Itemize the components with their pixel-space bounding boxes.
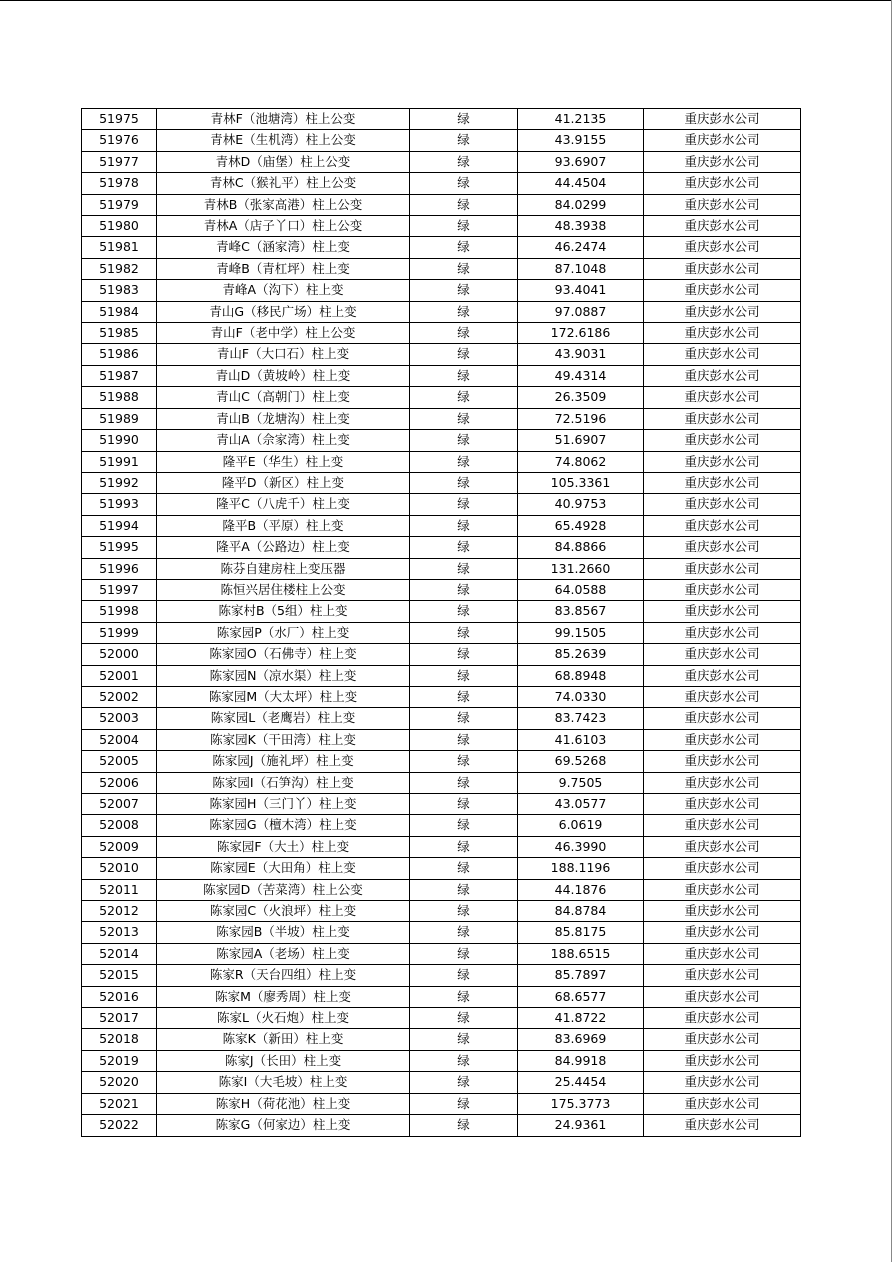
table-row xyxy=(82,344,801,365)
cell-value: 6.0619 xyxy=(518,815,644,836)
table-row xyxy=(82,194,801,215)
cell-value: 93.4041 xyxy=(518,280,644,301)
table-row xyxy=(82,901,801,922)
table-row xyxy=(82,1115,801,1136)
table-row xyxy=(82,1050,801,1071)
cell-name: 陈家园N（凉水渠）柱上变 xyxy=(157,665,410,686)
cell-id: 51983 xyxy=(82,280,157,301)
cell-color-code: 绿 xyxy=(410,216,518,237)
cell-name: 陈家园K（干田湾）柱上变 xyxy=(157,729,410,750)
table-row xyxy=(82,1093,801,1114)
table-row xyxy=(82,430,801,451)
cell-company: 重庆彭水公司 xyxy=(644,216,801,237)
cell-company: 重庆彭水公司 xyxy=(644,194,801,215)
cell-name: 陈家园F（大土）柱上变 xyxy=(157,836,410,857)
cell-id: 52011 xyxy=(82,879,157,900)
cell-color-code: 绿 xyxy=(410,644,518,665)
cell-value: 84.9918 xyxy=(518,1050,644,1071)
cell-company: 重庆彭水公司 xyxy=(644,430,801,451)
cell-company: 重庆彭水公司 xyxy=(644,151,801,172)
cell-id: 51976 xyxy=(82,130,157,151)
cell-company: 重庆彭水公司 xyxy=(644,323,801,344)
cell-id: 52008 xyxy=(82,815,157,836)
cell-value: 68.8948 xyxy=(518,665,644,686)
cell-value: 46.2474 xyxy=(518,237,644,258)
cell-value: 131.2660 xyxy=(518,558,644,579)
cell-color-code: 绿 xyxy=(410,836,518,857)
cell-name: 青山F（老中学）柱上公变 xyxy=(157,323,410,344)
table-row xyxy=(82,1072,801,1093)
cell-name: 陈家园I（石笋沟）柱上变 xyxy=(157,772,410,793)
cell-color-code: 绿 xyxy=(410,1093,518,1114)
cell-id: 51995 xyxy=(82,537,157,558)
cell-value: 87.1048 xyxy=(518,258,644,279)
cell-company: 重庆彭水公司 xyxy=(644,943,801,964)
table-row xyxy=(82,258,801,279)
cell-id: 52017 xyxy=(82,1008,157,1029)
cell-color-code: 绿 xyxy=(410,1050,518,1071)
cell-name: 青峰B（青杠坪）柱上变 xyxy=(157,258,410,279)
cell-name: 陈家I（大毛坡）柱上变 xyxy=(157,1072,410,1093)
cell-company: 重庆彭水公司 xyxy=(644,579,801,600)
cell-value: 40.9753 xyxy=(518,494,644,515)
table-row xyxy=(82,665,801,686)
table-row xyxy=(82,365,801,386)
cell-name: 陈恒兴居住楼柱上公变 xyxy=(157,579,410,600)
table-row xyxy=(82,922,801,943)
cell-id: 52001 xyxy=(82,665,157,686)
cell-id: 51990 xyxy=(82,430,157,451)
cell-id: 52022 xyxy=(82,1115,157,1136)
table-row xyxy=(82,558,801,579)
cell-company: 重庆彭水公司 xyxy=(644,344,801,365)
cell-value: 84.0299 xyxy=(518,194,644,215)
table-row xyxy=(82,751,801,772)
cell-value: 46.3990 xyxy=(518,836,644,857)
cell-color-code: 绿 xyxy=(410,109,518,130)
cell-color-code: 绿 xyxy=(410,858,518,879)
cell-color-code: 绿 xyxy=(410,579,518,600)
cell-id: 51992 xyxy=(82,472,157,493)
cell-company: 重庆彭水公司 xyxy=(644,622,801,643)
table-row xyxy=(82,794,801,815)
cell-value: 43.0577 xyxy=(518,794,644,815)
table-row xyxy=(82,515,801,536)
table-row xyxy=(82,729,801,750)
cell-name: 陈家R（天台四组）柱上变 xyxy=(157,965,410,986)
cell-id: 52000 xyxy=(82,644,157,665)
cell-value: 188.6515 xyxy=(518,943,644,964)
cell-id: 52003 xyxy=(82,708,157,729)
cell-value: 65.4928 xyxy=(518,515,644,536)
cell-company: 重庆彭水公司 xyxy=(644,301,801,322)
cell-company: 重庆彭水公司 xyxy=(644,1008,801,1029)
cell-value: 9.7505 xyxy=(518,772,644,793)
cell-id: 52015 xyxy=(82,965,157,986)
cell-name: 陈家园C（火浪坪）柱上变 xyxy=(157,901,410,922)
cell-id: 51999 xyxy=(82,622,157,643)
cell-company: 重庆彭水公司 xyxy=(644,815,801,836)
cell-value: 83.7423 xyxy=(518,708,644,729)
page-top-rule xyxy=(0,0,892,1)
table-row xyxy=(82,986,801,1007)
cell-name: 陈家园O（石佛寺）柱上变 xyxy=(157,644,410,665)
table-row xyxy=(82,708,801,729)
table-row xyxy=(82,280,801,301)
table-row xyxy=(82,472,801,493)
table-row xyxy=(82,943,801,964)
cell-color-code: 绿 xyxy=(410,408,518,429)
cell-name: 陈家G（何家边）柱上变 xyxy=(157,1115,410,1136)
cell-value: 69.5268 xyxy=(518,751,644,772)
cell-color-code: 绿 xyxy=(410,151,518,172)
cell-company: 重庆彭水公司 xyxy=(644,109,801,130)
cell-id: 51975 xyxy=(82,109,157,130)
cell-value: 85.8175 xyxy=(518,922,644,943)
cell-name: 青林E（生机湾）柱上公变 xyxy=(157,130,410,151)
cell-color-code: 绿 xyxy=(410,772,518,793)
cell-id: 52005 xyxy=(82,751,157,772)
cell-id: 51996 xyxy=(82,558,157,579)
cell-name: 青峰C（涵家湾）柱上变 xyxy=(157,237,410,258)
cell-color-code: 绿 xyxy=(410,922,518,943)
table-body xyxy=(82,109,801,1137)
table-row xyxy=(82,216,801,237)
cell-color-code: 绿 xyxy=(410,280,518,301)
cell-value: 48.3938 xyxy=(518,216,644,237)
cell-name: 陈家园P（水厂）柱上变 xyxy=(157,622,410,643)
cell-color-code: 绿 xyxy=(410,472,518,493)
cell-id: 52012 xyxy=(82,901,157,922)
cell-color-code: 绿 xyxy=(410,194,518,215)
cell-name: 青林F（池塘湾）柱上公变 xyxy=(157,109,410,130)
table-row xyxy=(82,323,801,344)
cell-color-code: 绿 xyxy=(410,344,518,365)
table-row xyxy=(82,387,801,408)
table-row xyxy=(82,858,801,879)
cell-color-code: 绿 xyxy=(410,387,518,408)
cell-color-code: 绿 xyxy=(410,686,518,707)
cell-company: 重庆彭水公司 xyxy=(644,836,801,857)
cell-name: 隆平B（平原）柱上变 xyxy=(157,515,410,536)
cell-color-code: 绿 xyxy=(410,708,518,729)
cell-value: 84.8866 xyxy=(518,537,644,558)
table-row xyxy=(82,173,801,194)
cell-company: 重庆彭水公司 xyxy=(644,365,801,386)
cell-name: 陈家园D（苦菜湾）柱上公变 xyxy=(157,879,410,900)
cell-name: 陈家园B（半坡）柱上变 xyxy=(157,922,410,943)
cell-id: 52013 xyxy=(82,922,157,943)
table-row xyxy=(82,879,801,900)
cell-color-code: 绿 xyxy=(410,622,518,643)
cell-id: 51989 xyxy=(82,408,157,429)
cell-value: 84.8784 xyxy=(518,901,644,922)
cell-name: 青山G（移民广场）柱上变 xyxy=(157,301,410,322)
cell-id: 51988 xyxy=(82,387,157,408)
cell-color-code: 绿 xyxy=(410,751,518,772)
cell-name: 青林B（张家高港）柱上公变 xyxy=(157,194,410,215)
cell-company: 重庆彭水公司 xyxy=(644,644,801,665)
cell-value: 175.3773 xyxy=(518,1093,644,1114)
table-row xyxy=(82,408,801,429)
cell-value: 44.4504 xyxy=(518,173,644,194)
cell-name: 陈家园H（三门丫）柱上变 xyxy=(157,794,410,815)
cell-id: 51979 xyxy=(82,194,157,215)
cell-name: 青山B（龙塘沟）柱上变 xyxy=(157,408,410,429)
cell-color-code: 绿 xyxy=(410,515,518,536)
cell-id: 52014 xyxy=(82,943,157,964)
cell-value: 83.8567 xyxy=(518,601,644,622)
cell-company: 重庆彭水公司 xyxy=(644,130,801,151)
cell-company: 重庆彭水公司 xyxy=(644,558,801,579)
cell-color-code: 绿 xyxy=(410,965,518,986)
cell-company: 重庆彭水公司 xyxy=(644,729,801,750)
cell-name: 陈家L（火石炮）柱上变 xyxy=(157,1008,410,1029)
cell-name: 陈家K（新田）柱上变 xyxy=(157,1029,410,1050)
cell-company: 重庆彭水公司 xyxy=(644,708,801,729)
table-row xyxy=(82,836,801,857)
cell-name: 隆平C（八虎千）柱上变 xyxy=(157,494,410,515)
cell-color-code: 绿 xyxy=(410,237,518,258)
cell-id: 51981 xyxy=(82,237,157,258)
table-row xyxy=(82,686,801,707)
cell-company: 重庆彭水公司 xyxy=(644,537,801,558)
cell-company: 重庆彭水公司 xyxy=(644,901,801,922)
cell-value: 43.9155 xyxy=(518,130,644,151)
cell-color-code: 绿 xyxy=(410,323,518,344)
cell-name: 陈家园J（施礼坪）柱上变 xyxy=(157,751,410,772)
cell-color-code: 绿 xyxy=(410,601,518,622)
cell-value: 41.8722 xyxy=(518,1008,644,1029)
cell-name: 隆平D（新区）柱上变 xyxy=(157,472,410,493)
cell-name: 陈家园E（大田角）柱上变 xyxy=(157,858,410,879)
cell-value: 68.6577 xyxy=(518,986,644,1007)
cell-company: 重庆彭水公司 xyxy=(644,258,801,279)
cell-name: 隆平A（公路边）柱上变 xyxy=(157,537,410,558)
table-row xyxy=(82,601,801,622)
cell-value: 64.0588 xyxy=(518,579,644,600)
cell-color-code: 绿 xyxy=(410,729,518,750)
cell-company: 重庆彭水公司 xyxy=(644,751,801,772)
cell-id: 51986 xyxy=(82,344,157,365)
cell-color-code: 绿 xyxy=(410,494,518,515)
cell-color-code: 绿 xyxy=(410,1008,518,1029)
cell-color-code: 绿 xyxy=(410,451,518,472)
cell-color-code: 绿 xyxy=(410,1115,518,1136)
cell-name: 陈家园G（檀木湾）柱上变 xyxy=(157,815,410,836)
cell-id: 52006 xyxy=(82,772,157,793)
cell-value: 25.4454 xyxy=(518,1072,644,1093)
table-row xyxy=(82,965,801,986)
cell-company: 重庆彭水公司 xyxy=(644,686,801,707)
cell-company: 重庆彭水公司 xyxy=(644,387,801,408)
cell-name: 青林A（店子丫口）柱上公变 xyxy=(157,216,410,237)
cell-id: 52004 xyxy=(82,729,157,750)
cell-color-code: 绿 xyxy=(410,986,518,1007)
cell-company: 重庆彭水公司 xyxy=(644,772,801,793)
cell-id: 52021 xyxy=(82,1093,157,1114)
table-row xyxy=(82,1029,801,1050)
table-row xyxy=(82,579,801,600)
cell-company: 重庆彭水公司 xyxy=(644,237,801,258)
cell-name: 青山D（黄坡岭）柱上变 xyxy=(157,365,410,386)
cell-name: 陈家园M（大太坪）柱上变 xyxy=(157,686,410,707)
table-row xyxy=(82,644,801,665)
cell-name: 陈家H（荷花池）柱上变 xyxy=(157,1093,410,1114)
cell-id: 52018 xyxy=(82,1029,157,1050)
cell-name: 陈家园L（老鹰岩）柱上变 xyxy=(157,708,410,729)
cell-company: 重庆彭水公司 xyxy=(644,1029,801,1050)
cell-value: 105.3361 xyxy=(518,472,644,493)
cell-company: 重庆彭水公司 xyxy=(644,494,801,515)
cell-id: 51978 xyxy=(82,173,157,194)
cell-name: 青山F（大口石）柱上变 xyxy=(157,344,410,365)
cell-value: 49.4314 xyxy=(518,365,644,386)
cell-id: 51985 xyxy=(82,323,157,344)
table-row xyxy=(82,537,801,558)
cell-value: 51.6907 xyxy=(518,430,644,451)
cell-color-code: 绿 xyxy=(410,173,518,194)
cell-company: 重庆彭水公司 xyxy=(644,665,801,686)
cell-color-code: 绿 xyxy=(410,558,518,579)
table-row xyxy=(82,815,801,836)
table-row xyxy=(82,494,801,515)
cell-value: 83.6969 xyxy=(518,1029,644,1050)
cell-id: 52007 xyxy=(82,794,157,815)
cell-company: 重庆彭水公司 xyxy=(644,601,801,622)
cell-value: 172.6186 xyxy=(518,323,644,344)
cell-name: 陈家园A（老场）柱上变 xyxy=(157,943,410,964)
cell-id: 52020 xyxy=(82,1072,157,1093)
cell-id: 51980 xyxy=(82,216,157,237)
table-row xyxy=(82,130,801,151)
table-row xyxy=(82,237,801,258)
cell-value: 24.9361 xyxy=(518,1115,644,1136)
cell-color-code: 绿 xyxy=(410,665,518,686)
cell-color-code: 绿 xyxy=(410,130,518,151)
cell-value: 93.6907 xyxy=(518,151,644,172)
cell-color-code: 绿 xyxy=(410,901,518,922)
cell-color-code: 绿 xyxy=(410,815,518,836)
cell-id: 52002 xyxy=(82,686,157,707)
table-row xyxy=(82,622,801,643)
cell-id: 51977 xyxy=(82,151,157,172)
cell-value: 41.2135 xyxy=(518,109,644,130)
cell-color-code: 绿 xyxy=(410,794,518,815)
cell-color-code: 绿 xyxy=(410,1029,518,1050)
cell-id: 51997 xyxy=(82,579,157,600)
cell-id: 51984 xyxy=(82,301,157,322)
cell-company: 重庆彭水公司 xyxy=(644,280,801,301)
cell-color-code: 绿 xyxy=(410,943,518,964)
cell-company: 重庆彭水公司 xyxy=(644,515,801,536)
cell-id: 51987 xyxy=(82,365,157,386)
cell-company: 重庆彭水公司 xyxy=(644,1093,801,1114)
cell-company: 重庆彭水公司 xyxy=(644,408,801,429)
cell-id: 51993 xyxy=(82,494,157,515)
cell-company: 重庆彭水公司 xyxy=(644,858,801,879)
cell-color-code: 绿 xyxy=(410,258,518,279)
cell-color-code: 绿 xyxy=(410,879,518,900)
cell-value: 188.1196 xyxy=(518,858,644,879)
cell-value: 85.7897 xyxy=(518,965,644,986)
table-row xyxy=(82,1008,801,1029)
cell-value: 41.6103 xyxy=(518,729,644,750)
cell-id: 52016 xyxy=(82,986,157,1007)
cell-color-code: 绿 xyxy=(410,365,518,386)
cell-name: 青林C（猴礼平）柱上公变 xyxy=(157,173,410,194)
cell-name: 陈芬自建房柱上变压器 xyxy=(157,558,410,579)
cell-color-code: 绿 xyxy=(410,301,518,322)
cell-id: 51994 xyxy=(82,515,157,536)
cell-id: 51998 xyxy=(82,601,157,622)
cell-value: 99.1505 xyxy=(518,622,644,643)
cell-company: 重庆彭水公司 xyxy=(644,794,801,815)
cell-color-code: 绿 xyxy=(410,537,518,558)
cell-id: 51982 xyxy=(82,258,157,279)
cell-company: 重庆彭水公司 xyxy=(644,965,801,986)
cell-value: 85.2639 xyxy=(518,644,644,665)
cell-name: 陈家村B（5组）柱上变 xyxy=(157,601,410,622)
cell-company: 重庆彭水公司 xyxy=(644,1115,801,1136)
cell-id: 51991 xyxy=(82,451,157,472)
cell-name: 青林D（庙堡）柱上公变 xyxy=(157,151,410,172)
cell-company: 重庆彭水公司 xyxy=(644,986,801,1007)
cell-color-code: 绿 xyxy=(410,430,518,451)
cell-name: 隆平E（华生）柱上变 xyxy=(157,451,410,472)
cell-value: 26.3509 xyxy=(518,387,644,408)
cell-value: 72.5196 xyxy=(518,408,644,429)
cell-company: 重庆彭水公司 xyxy=(644,451,801,472)
table-row xyxy=(82,451,801,472)
cell-id: 52009 xyxy=(82,836,157,857)
cell-value: 44.1876 xyxy=(518,879,644,900)
cell-name: 青山C（高朝门）柱上变 xyxy=(157,387,410,408)
cell-company: 重庆彭水公司 xyxy=(644,472,801,493)
transformer-table xyxy=(81,108,801,1137)
cell-name: 陈家J（长田）柱上变 xyxy=(157,1050,410,1071)
cell-company: 重庆彭水公司 xyxy=(644,879,801,900)
cell-name: 青峰A（沟下）柱上变 xyxy=(157,280,410,301)
cell-company: 重庆彭水公司 xyxy=(644,1050,801,1071)
cell-id: 52010 xyxy=(82,858,157,879)
cell-company: 重庆彭水公司 xyxy=(644,922,801,943)
cell-id: 52019 xyxy=(82,1050,157,1071)
cell-color-code: 绿 xyxy=(410,1072,518,1093)
cell-value: 74.8062 xyxy=(518,451,644,472)
table-row xyxy=(82,772,801,793)
table-row xyxy=(82,109,801,130)
cell-value: 74.0330 xyxy=(518,686,644,707)
table-row xyxy=(82,151,801,172)
cell-name: 青山A（佘家湾）柱上变 xyxy=(157,430,410,451)
table-row xyxy=(82,301,801,322)
cell-name: 陈家M（廖秀周）柱上变 xyxy=(157,986,410,1007)
cell-value: 97.0887 xyxy=(518,301,644,322)
cell-company: 重庆彭水公司 xyxy=(644,173,801,194)
cell-value: 43.9031 xyxy=(518,344,644,365)
cell-company: 重庆彭水公司 xyxy=(644,1072,801,1093)
